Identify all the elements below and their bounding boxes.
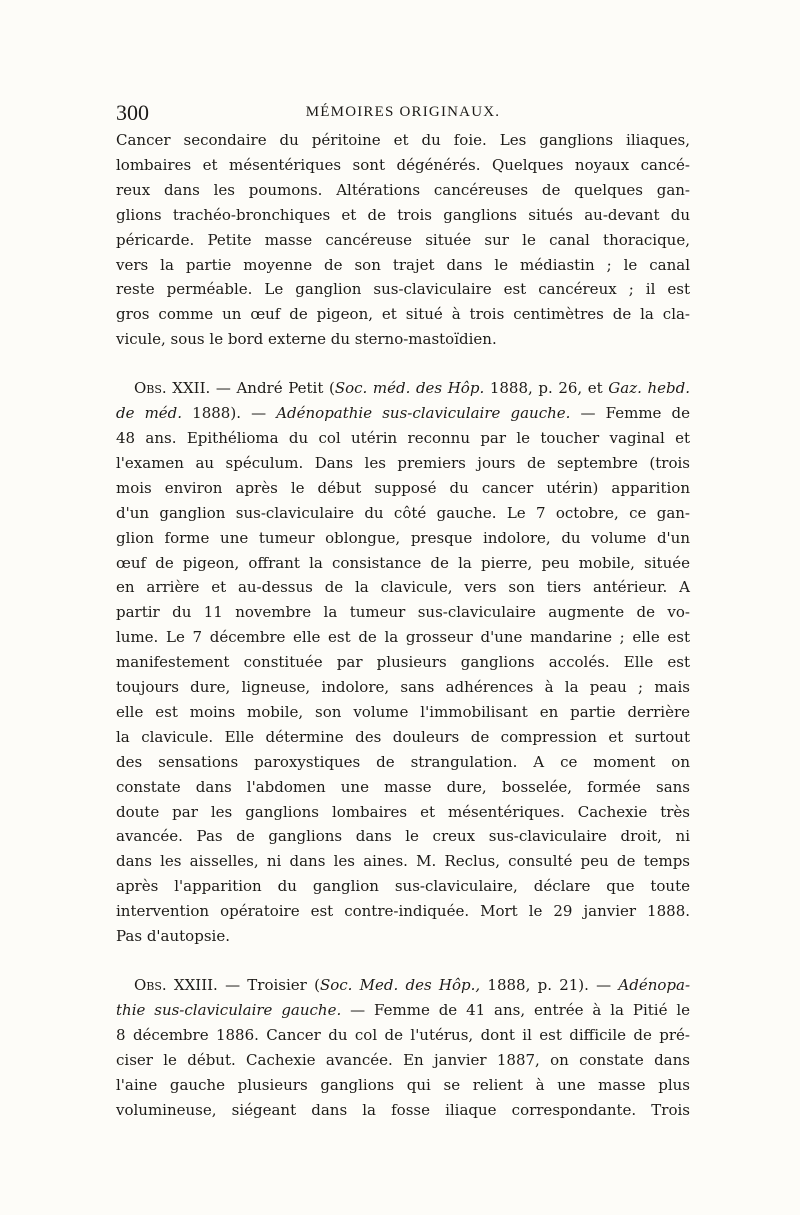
text-span: — Femme de 41 ans, entrée à la Pitié le	[341, 1000, 691, 1019]
text-line: avancée. Pas de ganglions dans le creux sus-claviculaire droit, ni	[116, 827, 690, 846]
reference-journal: Soc. Med. des Hôp.,	[319, 976, 481, 994]
text-line: Pas d'autopsie.	[116, 927, 230, 946]
text-line: elle est moins mobile, son volume l'immobilisant en partie derrière	[116, 702, 690, 721]
observation-label: Obs. XXIII.	[134, 976, 218, 994]
text-line: des sensations paroxystiques de strangulation. A ce moment on	[116, 752, 690, 771]
reference-journal: de méd.	[116, 404, 183, 423]
text-line: manifestement constituée par plusieurs ganglions accolés. Elle est	[116, 653, 690, 672]
running-title: MÉMOIRES ORIGINAUX.	[305, 104, 501, 120]
text-line: ciser le début. Cachexie avancée. En janvier 1887, on constate dans	[116, 1050, 690, 1069]
text-line: l'examen au spéculum. Dans les premiers jours de septembre (trois	[116, 453, 690, 472]
reference-journal: Soc. méd. des Hôp.	[334, 379, 485, 398]
paragraph-autopsy-findings	[116, 128, 690, 352]
page-number: 300	[116, 100, 149, 125]
text-line: après l'apparition du ganglion sus-claviculaire, déclare que toute	[116, 877, 690, 896]
text-span: 1888, p. 26, et	[484, 379, 609, 398]
text-line: reux dans les poumons. Altérations cancéreuses de quelques gan-	[116, 180, 690, 199]
page-header	[116, 100, 690, 126]
observation-xxii	[116, 376, 690, 949]
text-span: — Troisier (	[217, 976, 320, 994]
text-line: constate dans l'abdomen une masse dure, bosselée, formée sans	[116, 777, 690, 796]
body-text	[116, 128, 690, 1122]
text-line: doute par les ganglions lombaires et mésentériques. Cachexie très	[116, 802, 690, 821]
text-line: partir du 11 novembre la tumeur sus-claviculaire augmente de vo-	[116, 603, 690, 622]
text-line: dans les aisselles, ni dans les aines. M. Reclus, consulté peu de temps	[116, 852, 690, 871]
text-line: reste perméable. Le ganglion sus-claviculaire est cancéreux ; il est	[116, 280, 690, 299]
observation-heading-line	[116, 401, 690, 426]
text-line: lume. Le 7 décembre elle est de la grosseur d'une mandarine ; elle est	[116, 628, 690, 647]
text-line: vicule, sous le bord externe du sterno-mastoïdien.	[116, 330, 497, 349]
observation-heading-line	[116, 998, 690, 1023]
text-span: 1888, p. 21). —	[480, 976, 619, 994]
text-span: 1888). —	[182, 404, 277, 423]
text-line: mois environ après le début supposé du cancer utérin) apparition	[116, 478, 690, 497]
observation-heading-line	[116, 376, 690, 401]
text-line: gros comme un œuf de pigeon, et situé à trois centimètres de la cla-	[116, 305, 690, 324]
text-line: d'un ganglion sus-claviculaire du côté gauche. Le 7 octobre, ce gan-	[116, 503, 690, 522]
text-span: — Femme de	[570, 404, 691, 423]
text-line: en arrière et au-dessus de la clavicule, vers son tiers antérieur. A	[116, 578, 690, 597]
text-line: la clavicule. Elle détermine des douleurs de compression et surtout	[116, 727, 690, 746]
text-span: — André Petit (	[210, 379, 335, 398]
text-line: 48 ans. Epithélioma du col utérin reconnu par le toucher vaginal et	[116, 428, 690, 447]
observation-title: thie sus-claviculaire gauche.	[116, 1000, 342, 1019]
text-line: intervention opératoire est contre-indiquée. Mort le 29 janvier 1888.	[116, 902, 690, 921]
observation-title: Adénopa-	[618, 976, 691, 994]
text-line: péricarde. Petite masse cancéreuse située sur le canal thoracique,	[116, 230, 690, 249]
observation-label: Obs. XXII.	[134, 379, 211, 398]
observation-title: Adénopathie sus-claviculaire gauche.	[276, 404, 571, 423]
text-line: vers la partie moyenne de son trajet dans le médiastin ; le canal	[116, 255, 690, 274]
text-line: glion forme une tumeur oblongue, presque indolore, du volume d'un	[116, 528, 690, 547]
text-line: toujours dure, ligneuse, indolore, sans adhérences à la peau ; mais	[116, 678, 690, 697]
text-line: Cancer secondaire du péritoine et du foie. Les ganglions iliaques,	[116, 131, 690, 149]
text-line: œuf de pigeon, offrant la consistance de la pierre, peu mobile, située	[116, 553, 690, 572]
observation-xxiii	[116, 973, 690, 1122]
text-line: volumineuse, siégeant dans la fosse iliaque correspondante. Trois	[116, 1100, 690, 1119]
reference-journal: Gaz. hebd.	[608, 379, 691, 398]
text-line: l'aine gauche plusieurs ganglions qui se relient à une masse plus	[116, 1075, 690, 1094]
text-line: glions trachéo-bronchiques et de trois ganglions situés au-devant du	[116, 205, 690, 224]
text-line: lombaires et mésentériques sont dégénérés. Quelques noyaux cancé-	[116, 155, 690, 174]
text-line: 8 décembre 1886. Cancer du col de l'utérus, dont il est difficile de pré-	[116, 1025, 690, 1044]
observation-heading-line	[116, 973, 690, 998]
